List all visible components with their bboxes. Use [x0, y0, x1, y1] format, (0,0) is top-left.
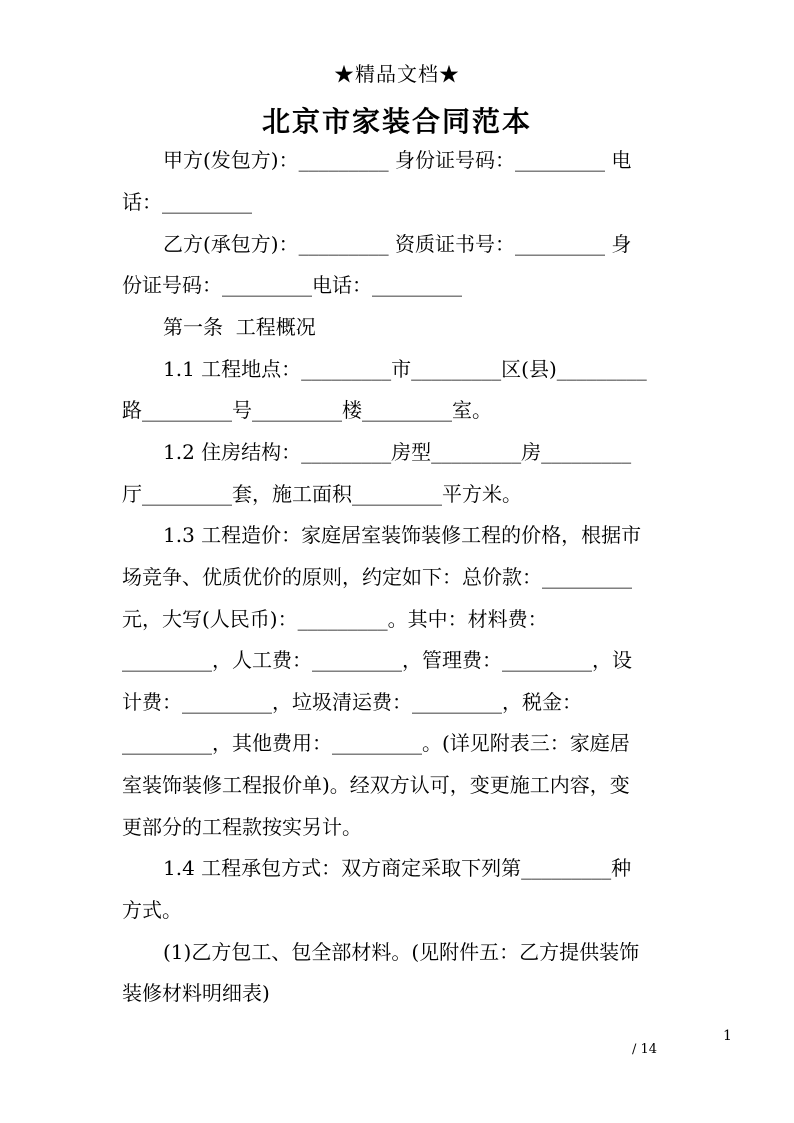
text-line: 1.2 住房结构：_________房型_________房_________ [163, 440, 632, 464]
text-line: 更部分的工程款按实另计。 [122, 815, 362, 839]
text-line: _________，其他费用：_________。(详见附表三：家庭居 [122, 731, 630, 755]
page-number: 1 [723, 1028, 732, 1044]
text-line: _________，人工费：_________，管理费：_________，设 [122, 648, 632, 672]
text-line: 路_________号_________楼_________室。 [122, 398, 492, 422]
text-line: 1.4 工程承包方式：双方商定采取下列第_________种 [163, 856, 632, 880]
text-line: 装修材料明细表) [122, 981, 270, 1005]
section-heading: 第一条 工程概况 [163, 315, 316, 339]
header-label: ★精品文档★ [334, 62, 460, 86]
text-line: 场竞争、优质优价的原则，约定如下：总价款：_________ [122, 565, 632, 589]
text-line: 1.3 工程造价：家庭居室装饰装修工程的价格，根据市 [163, 523, 642, 547]
text-line: 份证号码：_________电话：_________ [122, 273, 462, 297]
text-line: (1)乙方包工、包全部材料。(见附件五：乙方提供装饰 [163, 940, 640, 964]
text-line: 1.1 工程地点：_________市_________区(县)_________ [163, 357, 647, 381]
text-line: 厅_________套，施工面积_________平方米。 [122, 482, 522, 506]
document-title: 北京市家装合同范本 [261, 105, 532, 138]
page-total: / 14 [632, 1042, 658, 1057]
text-line: 室装饰装修工程报价单)。经双方认可，变更施工内容，变 [122, 773, 630, 797]
text-line: 元，大写(人民币)：_________。其中：材料费： [122, 607, 548, 631]
text-line: 方式。 [122, 898, 182, 922]
text-line: 计费：_________，垃圾清运费：_________，税金： [122, 690, 582, 714]
text-line: 乙方(承包方)：_________ 资质证书号：_________ 身 [163, 232, 632, 256]
text-line: 甲方(发包方)：_________ 身份证号码：_________ 电 [163, 148, 632, 172]
text-line: 话：_________ [122, 190, 252, 214]
